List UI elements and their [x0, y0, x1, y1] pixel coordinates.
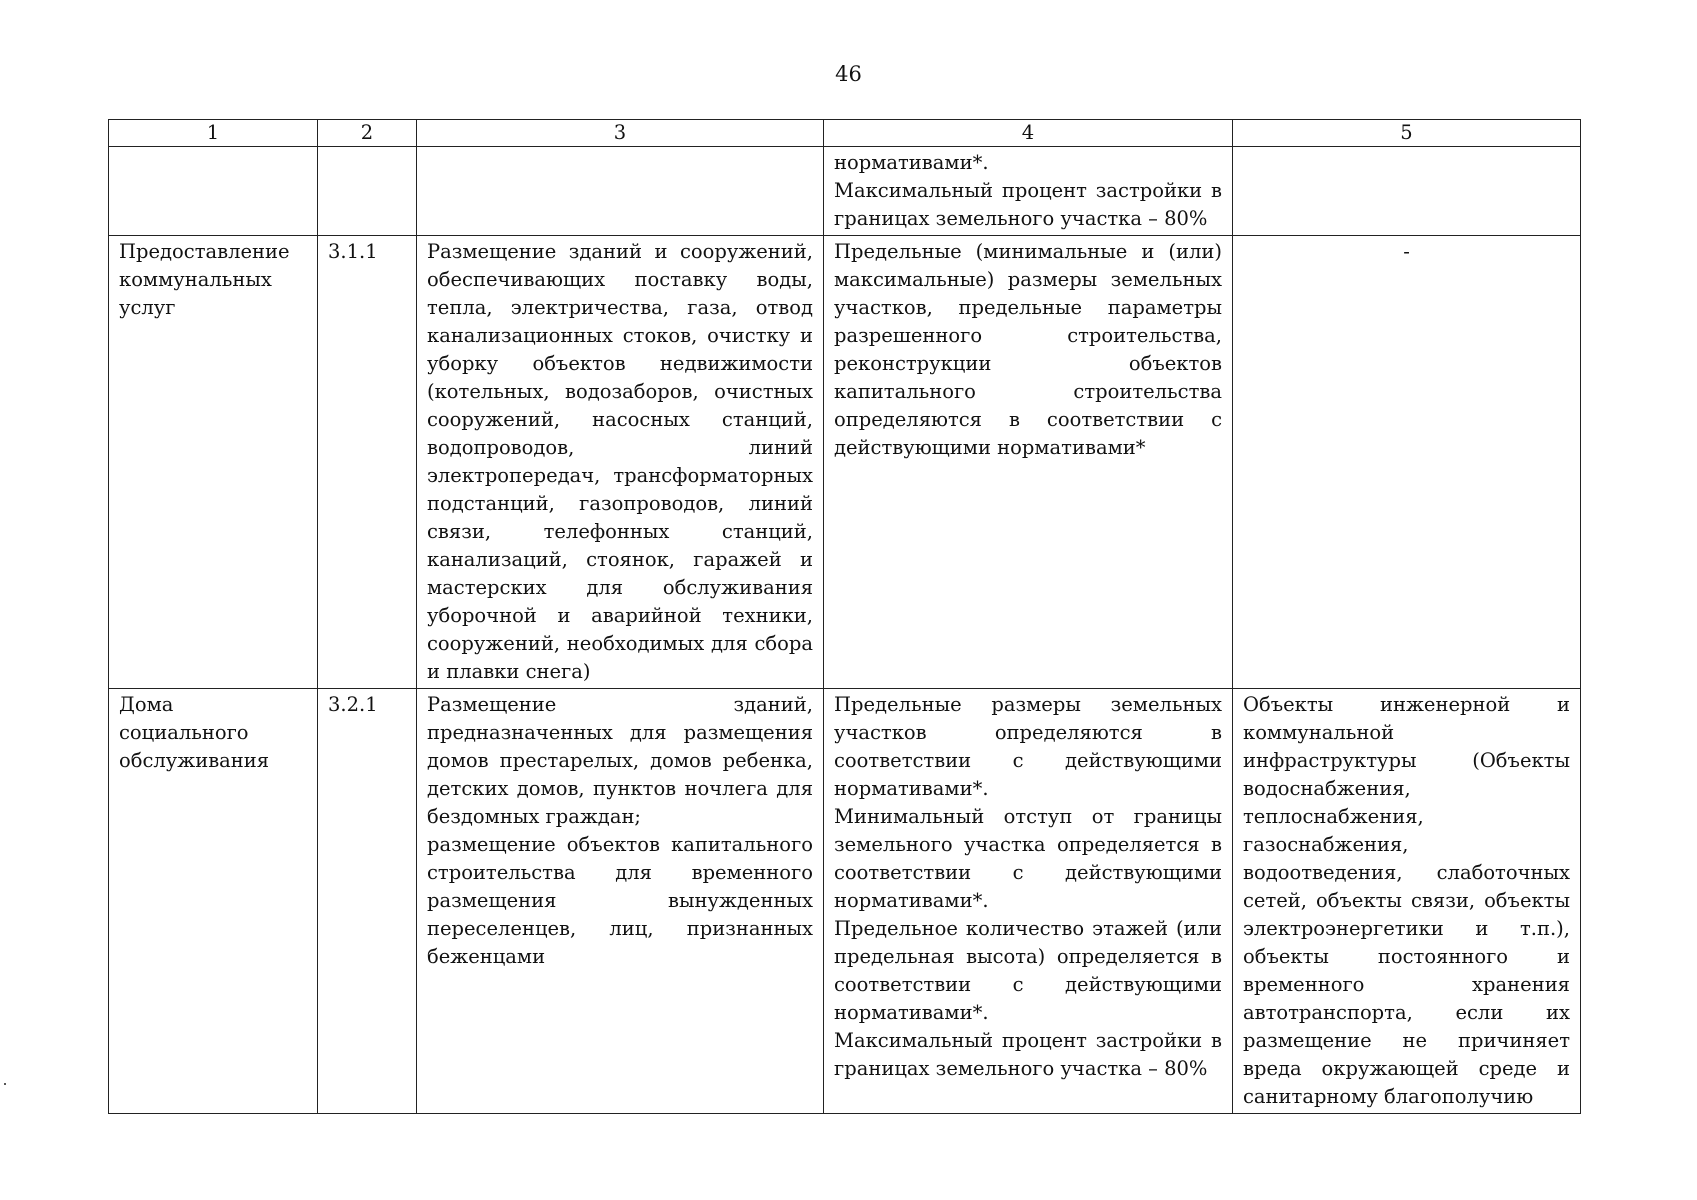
table-row	[109, 147, 1581, 236]
parameters-cell	[824, 236, 1233, 689]
parameter-line: Предельное количество этажей (или предельная высота) определяется в соответствии с действующими нормативами*.	[834, 917, 1222, 1024]
scan-speck	[4, 1083, 6, 1085]
parameter-line: Предельные размеры земельных участков определяются в соответствии с действующими нормативами*.	[834, 693, 1222, 800]
parameters-cell	[824, 689, 1233, 1114]
land-use-code-cell: 3.1.1	[318, 236, 417, 689]
column-header-4: 4	[824, 120, 1233, 147]
auxiliary-uses-cell	[1233, 236, 1581, 689]
land-use-name-cell	[109, 147, 318, 236]
parameter-line: Минимальный отступ от границы земельного участка определяется в соответствии с действующими нормативами*.	[834, 805, 1222, 912]
column-header-3: 3	[417, 120, 824, 147]
page-number: 46	[835, 62, 862, 86]
column-header-5: 5	[1233, 120, 1581, 147]
parameter-line: Предельные (минимальные и (или) максимальные) размеры земельных участков, предельные параметры разрешенного строительства, реконструкции объектов капитального строительства определяются в соответствии с действующими нормативами*	[834, 240, 1222, 459]
description-paragraph: размещение объектов капитального строительства для временного размещения вынужденных переселенцев, лиц, признанных беженцами	[427, 833, 813, 968]
land-use-description-cell: Размещение зданий и сооружений, обеспечивающих поставку воды, тепла, электричества, газа, отвод канализационных стоков, очистку и уборку объектов недвижимости (котельных, водозаборов, очистных сооружений, насосных станций, водопроводов, линий электропередач, трансформаторных подстанций, газопроводов, линий связи, телефонных станций, канализаций, стоянок, гаражей и мастерских для обслуживания уборочной и аварийной техники, сооружений, необходимых для сбора и плавки снега)	[417, 236, 824, 689]
column-header-2: 2	[318, 120, 417, 147]
land-use-code-cell	[318, 147, 417, 236]
table-header-row	[109, 120, 1581, 147]
auxiliary-uses-cell	[1233, 147, 1581, 236]
parameter-line: Максимальный процент застройки в границах земельного участка – 80%	[834, 179, 1222, 230]
land-use-code-cell: 3.2.1	[318, 689, 417, 1114]
land-use-description-cell	[417, 147, 824, 236]
table-row	[109, 236, 1581, 689]
column-header-1: 1	[109, 120, 318, 147]
table-row	[109, 689, 1581, 1114]
description-paragraph: Размещение зданий, предназначенных для размещения домов престарелых, домов ребенка, детских домов, пунктов ночлега для бездомных граждан;	[427, 693, 813, 828]
auxiliary-dash: -	[1403, 240, 1410, 263]
land-use-description-cell	[417, 689, 824, 1114]
land-use-name-cell: Дома социального обслуживания	[109, 689, 318, 1114]
parameter-line: Максимальный процент застройки в границах земельного участка – 80%	[834, 1029, 1222, 1080]
parameters-cell	[824, 147, 1233, 236]
parameter-line: нормативами*.	[834, 151, 989, 174]
land-use-name-cell: Предоставление коммунальных услуг	[109, 236, 318, 689]
auxiliary-uses-cell: Объекты инженерной и коммунальной инфраструктуры (Объекты водоснабжения, теплоснабжения, газоснабжения, водоотведения, слаботочных сетей, объекты связи, объекты электроэнергетики и т.п.), объекты постоянного и временного хранения автотранспорта, если их размещение не причиняет вреда окружающей среде и санитарному благополучию	[1233, 689, 1581, 1114]
zoning-regulations-table	[108, 119, 1581, 1114]
